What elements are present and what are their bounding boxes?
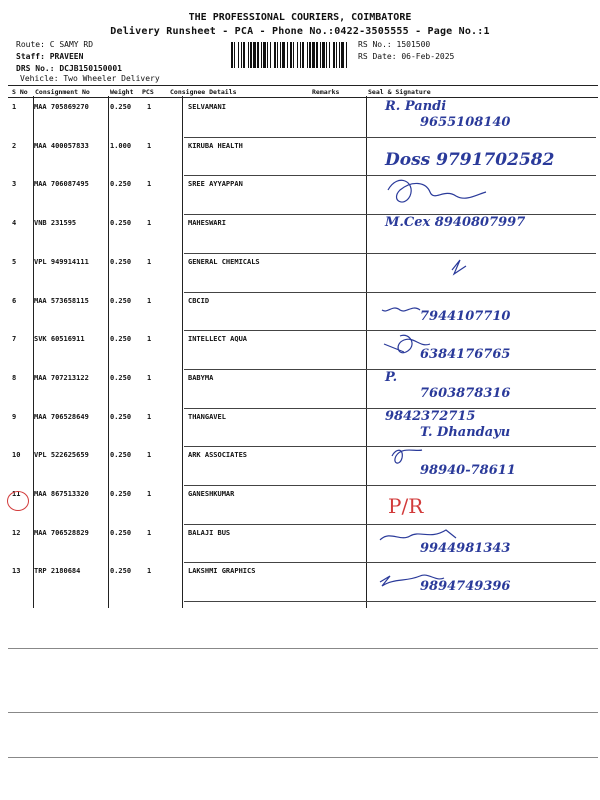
cell-weight: 0.250 <box>110 567 132 576</box>
signature-phone: 9944981343 <box>420 540 511 556</box>
barcode-bar <box>300 42 301 68</box>
red-circle-mark <box>7 491 29 511</box>
cell-consignee: BABYMA <box>188 373 214 382</box>
table-row <box>0 331 600 369</box>
cell-consignment: MAA 705869270 <box>34 103 89 111</box>
cell-pcs: 1 <box>147 141 152 150</box>
barcode-bar <box>316 42 318 68</box>
barcode-bar <box>241 42 242 68</box>
cell-pcs: 1 <box>147 528 152 537</box>
cell-weight: 1.000 <box>110 141 132 150</box>
table-row <box>0 370 600 408</box>
barcode-bar <box>267 42 268 68</box>
barcode-bar <box>302 42 304 68</box>
cell-weight: 0.250 <box>110 103 132 111</box>
barcode-bar <box>234 42 235 68</box>
table-row <box>0 138 600 176</box>
empty-rule <box>8 757 598 758</box>
barcode-bar <box>333 42 335 68</box>
barcode-bar <box>248 42 249 68</box>
cell-consignment: VNB 231595 <box>34 219 77 228</box>
cell-pcs: 1 <box>147 567 152 576</box>
col-consignment: Consignment No <box>35 88 90 96</box>
cell-consignee: MAHESWARI <box>188 219 226 228</box>
rs-number: RS No.: 1501500 <box>358 40 431 49</box>
route-label: Route: C SAMY RD <box>16 40 94 49</box>
cell-consignee: SELVAMANI <box>188 103 226 111</box>
cell-weight: 0.250 <box>110 412 132 421</box>
barcode-bar <box>282 42 285 68</box>
cell-consignee: ARK ASSOCIATES <box>188 451 248 460</box>
barcode-bar <box>307 42 308 68</box>
cell-weight: 0.250 <box>110 219 132 228</box>
col-consignee: Consignee Details <box>170 88 237 96</box>
cell-sno: 9 <box>12 412 17 421</box>
signature-phone: 7944107710 <box>420 308 511 324</box>
barcode-bar <box>309 42 311 68</box>
cell-weight: 0.250 <box>110 373 132 382</box>
table-row <box>0 486 600 524</box>
barcode-bar <box>336 42 337 68</box>
cell-consignee: KIRUBA HEALTH <box>188 141 243 150</box>
signature-text: R. Pandi <box>385 99 447 114</box>
col-weight: Weight <box>110 88 134 96</box>
table-row <box>0 215 600 253</box>
cell-consignment: TRP 2180684 <box>34 567 81 576</box>
barcode-bar <box>346 42 347 68</box>
cell-consignee: CBCID <box>188 296 210 305</box>
rs-date: RS Date: 06-Feb-2025 <box>358 52 455 61</box>
col-seal: Seal & Signature <box>368 88 431 96</box>
cell-consignment: SVK 60516911 <box>34 335 85 344</box>
barcode-bar <box>253 42 256 68</box>
barcode-bar <box>257 42 259 68</box>
cell-sno: 1 <box>12 103 17 111</box>
cell-consignment: MAA 707213122 <box>34 373 89 382</box>
col-remarks: Remarks <box>312 88 340 96</box>
table-row <box>0 447 600 485</box>
cell-weight: 0.250 <box>110 257 132 266</box>
cell-consignee: THANGAVEL <box>188 412 226 421</box>
barcode-bar <box>238 42 239 68</box>
barcode-bar <box>287 42 288 68</box>
table-row <box>0 563 600 601</box>
cell-pcs: 1 <box>147 451 152 460</box>
signature-text: M.Cex 8940807997 <box>385 215 526 231</box>
cell-weight: 0.250 <box>110 335 132 344</box>
barcode-bar <box>322 42 325 68</box>
cell-sno: 7 <box>12 335 17 344</box>
cell-sno: 4 <box>12 219 17 228</box>
cell-sno: 8 <box>12 373 17 382</box>
barcode-bar <box>297 42 298 68</box>
signature-text: 9842372715 <box>385 408 476 424</box>
barcode-bar <box>329 42 330 68</box>
cell-pcs: 1 <box>147 373 152 382</box>
cell-weight: 0.250 <box>110 296 132 305</box>
table-row <box>0 176 600 214</box>
cell-pcs: 1 <box>147 180 152 189</box>
cell-consignment: MAA 706528829 <box>34 528 89 537</box>
cell-sno: 12 <box>12 528 21 537</box>
barcode-bar <box>290 42 292 68</box>
barcode-bar <box>277 42 278 68</box>
table-row <box>0 293 600 331</box>
cell-consignment: MAA 867513320 <box>34 490 89 498</box>
barcode-bar <box>263 42 266 68</box>
cell-pcs: 1 <box>147 490 152 498</box>
drs-number: DRS No.: DCJB150150001 <box>16 64 122 73</box>
barcode-bar <box>280 42 281 68</box>
cell-consignment: MAA 400057833 <box>34 141 89 150</box>
cell-sno: 6 <box>12 296 17 305</box>
signature-text: Doss 9791702582 <box>385 149 555 170</box>
table-row <box>0 99 600 137</box>
cell-pcs: 1 <box>147 296 152 305</box>
cell-sno: 11 <box>12 490 21 498</box>
cell-weight: 0.250 <box>110 490 132 498</box>
pr-annotation: P/R <box>388 494 424 518</box>
barcode-bar <box>231 42 233 68</box>
signature-phone: 7603878316 <box>420 385 511 401</box>
document-title: THE PROFESSIONAL COURIERS, COIMBATORE <box>188 12 412 23</box>
cell-pcs: 1 <box>147 412 152 421</box>
table-row <box>0 254 600 292</box>
cell-sno: 13 <box>12 567 21 576</box>
cell-pcs: 1 <box>147 103 152 111</box>
cell-sno: 5 <box>12 257 17 266</box>
barcode-bar <box>243 42 245 68</box>
col-sno: S No <box>12 88 28 96</box>
header-bottom-rule <box>8 97 598 98</box>
empty-rule <box>8 648 598 649</box>
row-separator <box>184 601 596 602</box>
cell-consignee: SREE AYYAPPAN <box>188 180 243 189</box>
cell-weight: 0.250 <box>110 180 132 189</box>
col-pcs: PCS <box>142 88 154 96</box>
signature-phone: 6384176765 <box>420 347 511 363</box>
empty-rule <box>8 712 598 713</box>
cell-consignment: MAA 706528649 <box>34 412 89 421</box>
cell-consignment: MAA 573658115 <box>34 296 89 305</box>
barcode-bar <box>250 42 252 68</box>
table-row <box>0 409 600 447</box>
cell-consignment: MAA 706087495 <box>34 180 89 189</box>
cell-consignee: GENERAL CHEMICALS <box>188 257 260 266</box>
header-top-rule <box>8 85 598 86</box>
vehicle-label: Vehicle: Two Wheeler Delivery <box>20 74 160 83</box>
cell-consignment: VPL 522625659 <box>34 451 89 460</box>
cell-sno: 3 <box>12 180 17 189</box>
cell-sno: 2 <box>12 141 17 150</box>
cell-weight: 0.250 <box>110 528 132 537</box>
barcode-bar <box>274 42 276 68</box>
barcode-bar <box>341 42 344 68</box>
signature-phone: 9894749396 <box>420 579 511 595</box>
barcode-bar <box>270 42 271 68</box>
barcode-bar <box>293 42 294 68</box>
barcode-bar <box>261 42 262 68</box>
signature-phone: 9655108140 <box>420 115 511 130</box>
cell-sno: 10 <box>12 451 21 460</box>
signature-phone: 98940-78611 <box>420 463 516 479</box>
cell-pcs: 1 <box>147 219 152 228</box>
barcode-bar <box>339 42 340 68</box>
barcode-bar <box>320 42 321 68</box>
cell-consignment: VPL 949914111 <box>34 257 89 266</box>
table-row <box>0 525 600 563</box>
staff-label: Staff: PRAVEEN <box>16 52 84 61</box>
signature-phone: T. Dhandayu <box>420 424 511 440</box>
cell-consignee: LAKSHMI GRAPHICS <box>188 567 256 576</box>
cell-consignee: INTELLECT AQUA <box>188 335 248 344</box>
barcode-bar <box>326 42 327 68</box>
cell-pcs: 1 <box>147 257 152 266</box>
signature-text: P. <box>385 369 398 385</box>
cell-pcs: 1 <box>147 335 152 344</box>
cell-weight: 0.250 <box>110 451 132 460</box>
document-subtitle: Delivery Runsheet - PCA - Phone No.:0422-3505555 - Page No.:1 <box>110 26 490 37</box>
barcode-bar <box>312 42 315 68</box>
cell-consignee: GANESHKUMAR <box>188 490 235 498</box>
cell-consignee: BALAJI BUS <box>188 528 231 537</box>
barcode <box>231 42 351 68</box>
